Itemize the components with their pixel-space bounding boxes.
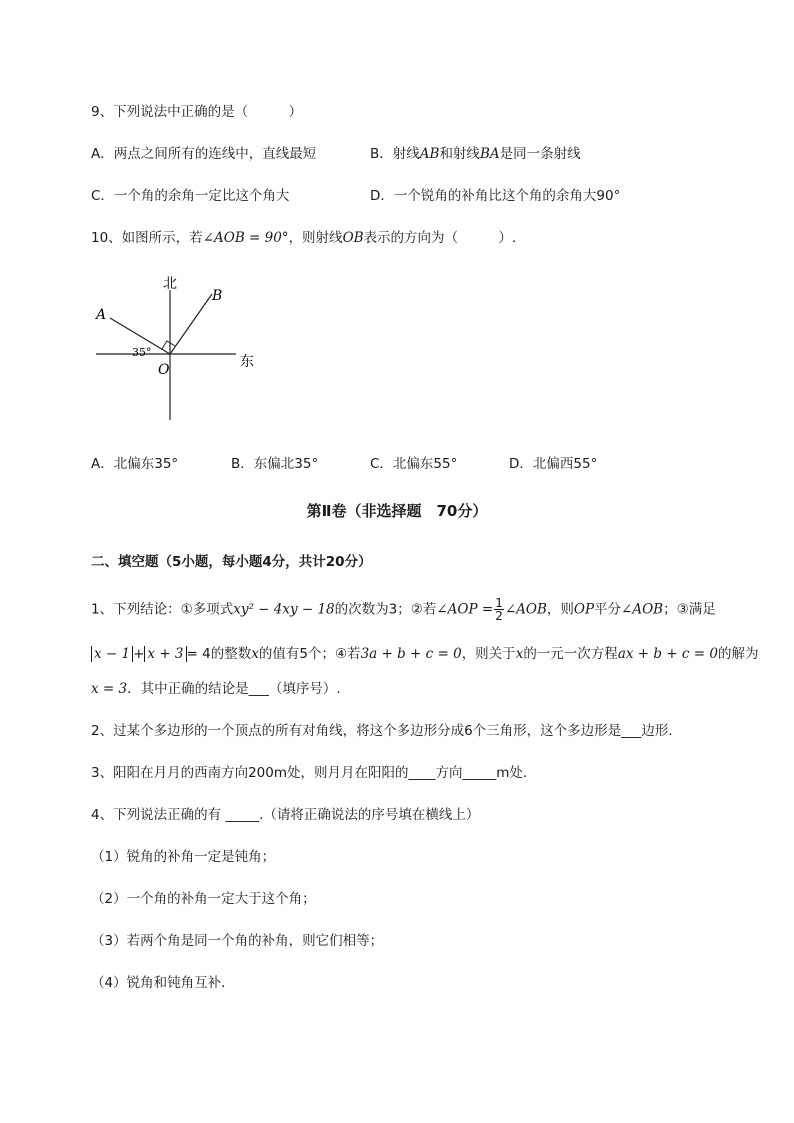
point-o-label: O <box>158 362 170 378</box>
f3-text: 3、阳阳在月月的西南方向200m处，则月月在阳阳的____方向_____m处． <box>91 765 537 781</box>
q9-option-c: C．一个角的余角一定比这个角大 <box>91 188 290 204</box>
q9-option-b: B．射线AB和射线BA是同一条射线 <box>370 146 581 162</box>
right-angle-mark <box>162 341 175 349</box>
fraction-half: $\frac{1}{2}$ <box>495 596 503 623</box>
section2-heading: 二、填空题（5小题，每小题4分，共计20分） <box>91 554 372 570</box>
f4-statement-1: （1）锐角的补角一定是钝角； <box>91 849 276 865</box>
point-a-label: A <box>96 307 107 323</box>
f1-line3: x = 3．其中正确的结论是___（填序号）. <box>91 681 341 697</box>
q10-stem: 10、如图所示，若∠AOB = 90°，则射线OB表示的方向为（ ）. <box>91 230 517 246</box>
f4-stem: 4、下列说法正确的有 _____.（请将正确说法的序号填在横线上） <box>91 807 480 823</box>
compass-figure <box>90 268 270 426</box>
angle-label: 35° <box>132 346 152 359</box>
f4-statement-2: （2）一个角的补角一定大于这个角； <box>91 891 316 907</box>
ray-ob <box>170 294 212 354</box>
north-label: 北 <box>163 276 177 292</box>
part2-title: 第Ⅱ卷（非选择题 70分） <box>306 502 488 520</box>
f2-text: 2、过某个多边形的一个顶点的所有对角线，将这个多边形分成6个三角形，这个多边形是___边形． <box>91 723 682 739</box>
q9-option-d: D．一个锐角的补角比这个角的余角大90° <box>370 188 621 204</box>
q10-option-b: B．东偏北35° <box>231 456 319 472</box>
q10-option-c: C．北偏东55° <box>370 456 458 472</box>
q10-option-a: A．北偏东35° <box>91 456 179 472</box>
q9-stem: 9、下列说法中正确的是（ ） <box>91 104 303 120</box>
f1-line2: x − 1 + x + 3 = 4的整数x的值有5个；④若3a + b + c = 0，则关于x的一元一次方程ax + b + c = 0的解为 <box>91 642 758 662</box>
point-b-label: B <box>212 288 223 304</box>
q9-option-a: A．两点之间所有的连线中，直线最短 <box>91 146 317 162</box>
f1-line1: 1、下列结论：①多项式xy² − 4xy − 18的次数为3；②若∠AOP = $\frac{1}{2}$ ∠AOB，则OP平分∠AOB；③满足 <box>91 596 716 623</box>
f4-statement-3: （3）若两个角是同一个角的补角，则它们相等； <box>91 933 384 949</box>
east-label: 东 <box>240 354 254 370</box>
q10-option-d: D．北偏西55° <box>509 456 598 472</box>
f4-statement-4: （4）锐角和钝角互补． <box>91 975 235 991</box>
